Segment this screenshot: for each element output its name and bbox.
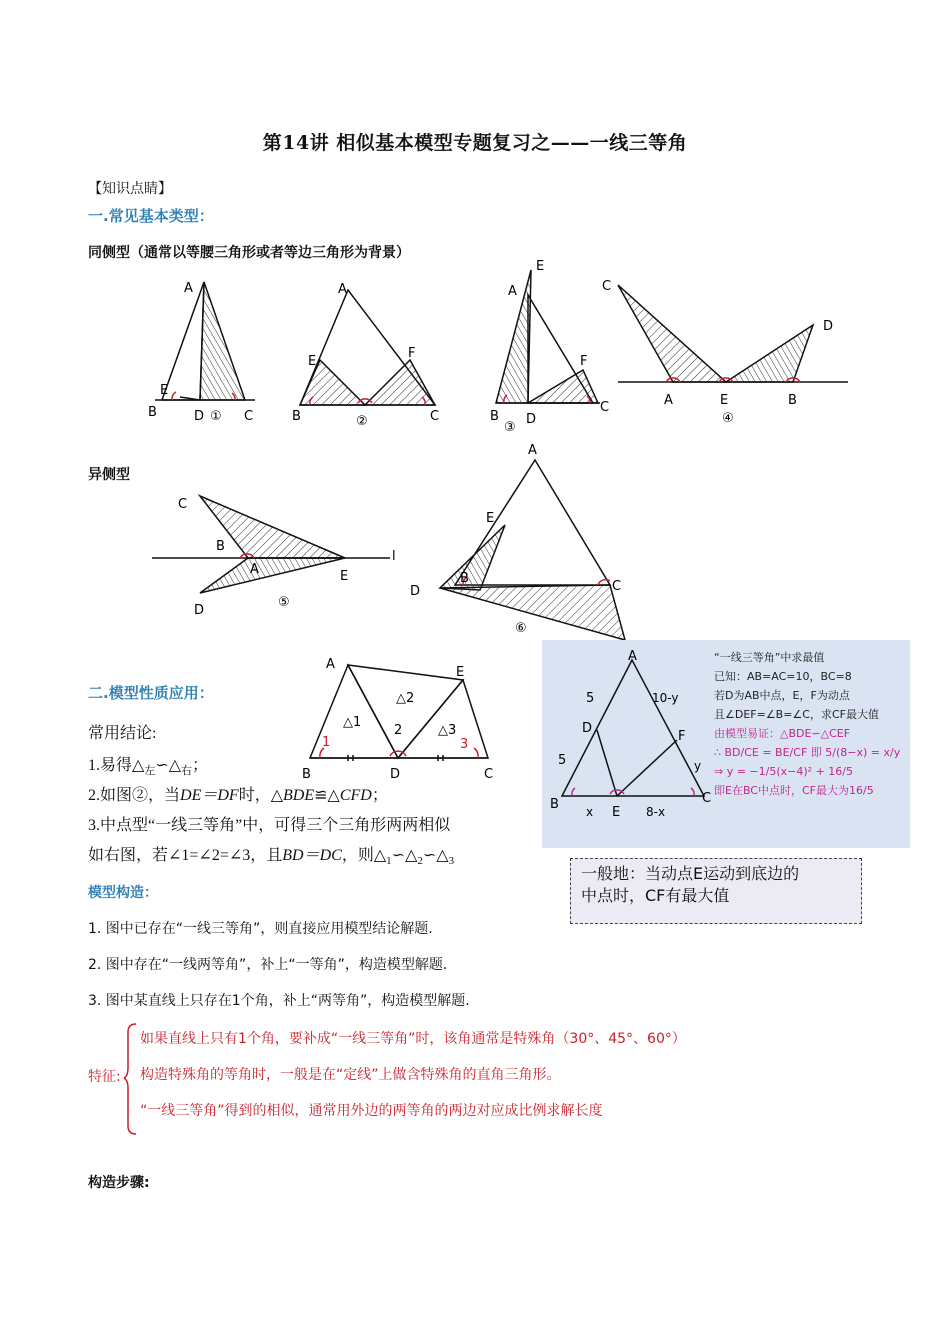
hw-fig-label: y xyxy=(694,759,702,773)
section2-heading: 二.模型性质应用： xyxy=(88,684,214,702)
mid-fig-label: △2 xyxy=(396,691,415,706)
fig6-label: ⑥ xyxy=(515,621,527,636)
fig1-label: E xyxy=(160,383,169,398)
hw-fig-label: 5 xyxy=(558,753,567,768)
figure-2 xyxy=(290,275,450,435)
conclusion-1: 1.易得$\triangle_左∽\triangle_右$； xyxy=(88,757,209,778)
fig4-label: D xyxy=(823,319,834,334)
figure-1 xyxy=(140,270,270,430)
hw-proof-3: ⇒ y = −1/5(x−4)² + 16/5 xyxy=(714,765,853,778)
handwritten-example-panel xyxy=(542,640,910,848)
fig5-label: ⑤ xyxy=(278,595,290,610)
fig4-label: A xyxy=(664,393,673,408)
fig3-label: E xyxy=(536,259,545,274)
hw-fig-label: 5 xyxy=(586,691,595,706)
fig5-label: l xyxy=(392,549,396,564)
hw-fig-label: F xyxy=(678,729,686,744)
hw-fig-label: E xyxy=(612,805,621,820)
fig2-label: B xyxy=(292,409,301,424)
fig5-label: E xyxy=(340,569,349,584)
fig1-label: ① xyxy=(210,409,222,424)
hw-fig-label: A xyxy=(628,649,637,664)
feature-3: “一线三等角”得到的相似，通常用外边的两等角的两边对应成比例求解长度 xyxy=(140,1103,603,1119)
section1-heading: 一.常见基本类型： xyxy=(88,207,214,225)
fig4-label: B xyxy=(788,393,797,408)
conclusion-3: 3.中点型“一线三等角”中，可得三个三角形两两相似 xyxy=(88,817,451,834)
fig4-label: C xyxy=(602,279,612,294)
same-side-label: 同侧型（通常以等腰三角形或者等边三角形为背景） xyxy=(88,245,410,261)
fig2-label: C xyxy=(430,409,440,424)
opposite-side-label: 异侧型 xyxy=(88,467,130,483)
hw-fig-label: D xyxy=(582,721,593,736)
feature-label: 特征: xyxy=(88,1069,121,1085)
fig3-label: B xyxy=(490,409,499,424)
construction-heading: 模型构造： xyxy=(88,885,158,901)
mid-fig-label: B xyxy=(302,767,311,782)
construction-item-1: 1. 图中已存在“一线三等角”，则直接应用模型结论解题. xyxy=(88,921,433,937)
note-line-2: 中点时，CF有最大值 xyxy=(581,886,730,905)
mid-fig-label: 2 xyxy=(394,723,403,738)
note-box xyxy=(570,858,862,924)
fig5-label: B xyxy=(216,539,225,554)
fig4-label: ④ xyxy=(722,411,734,426)
fig6-label: B xyxy=(460,571,469,586)
fig6-label: A xyxy=(528,443,537,458)
fig6-label: D xyxy=(410,584,421,599)
fig1-label: D xyxy=(194,409,205,424)
figure-4 xyxy=(598,270,858,430)
hw-proof-1: 由模型易证：△BDE∽△CEF xyxy=(714,727,851,740)
feature-2: 构造特殊角的等角时，一般是在“定线”上做含特殊角的直角三角形。 xyxy=(140,1067,561,1083)
hw-given-3: 且∠DEF=∠B=∠C，求CF最大值 xyxy=(714,708,879,721)
mid-fig-label: △1 xyxy=(343,715,362,730)
figure-6 xyxy=(400,440,640,660)
handwritten-text xyxy=(714,648,900,800)
fig1-label: B xyxy=(148,405,157,420)
hw-fig-label: 10-y xyxy=(652,691,679,705)
fig3-label: C xyxy=(600,400,610,415)
note-line-1: 一般地：当动点E运动到底边的 xyxy=(581,864,800,883)
fig2-label: ② xyxy=(356,414,368,429)
mid-fig-label: 3 xyxy=(460,737,469,752)
feature-bracket xyxy=(124,1022,140,1136)
fig5-label: A xyxy=(250,562,259,577)
fig5-label: C xyxy=(178,497,188,512)
fig6-label: C xyxy=(612,579,622,594)
construction-item-2: 2. 图中存在“一线两等角”，补上“一等角”，构造模型解题. xyxy=(88,957,448,973)
mid-fig-label: E xyxy=(456,665,465,680)
hw-proof-2: ∴ BD/CE = BE/CF 即 5/(8−x) = x/y xyxy=(714,746,901,759)
hw-given-2: 若D为AB中点，E，F为动点 xyxy=(714,689,850,702)
mid-fig-label: D xyxy=(390,767,401,782)
figure-5 xyxy=(150,488,410,618)
hw-title: “一线三等角”中求最值 xyxy=(714,651,825,664)
midpoint-figure xyxy=(298,650,508,785)
mid-fig-label: A xyxy=(326,657,335,672)
conclusion-2: 2.如图②，当DE＝DF时，△BDE≌△CFD； xyxy=(88,787,388,804)
fig6-label: E xyxy=(486,511,495,526)
fig2-label: A xyxy=(338,282,347,297)
fig3-label: A xyxy=(508,284,517,299)
mid-fig-label: C xyxy=(484,767,494,782)
mid-fig-label: △3 xyxy=(438,723,457,738)
fig2-label: F xyxy=(408,346,416,361)
fig3-label: D xyxy=(526,412,537,427)
hw-given-1: 已知：AB=AC=10，BC=8 xyxy=(714,670,852,683)
hw-fig-label: x xyxy=(586,805,594,819)
steps-heading: 构造步骤: xyxy=(88,1175,150,1191)
mid-fig-label: 1 xyxy=(322,735,331,750)
page-title: 第14讲 相似基本模型专题复习之——一线三等角 xyxy=(262,132,688,154)
fig2-label: E xyxy=(308,354,317,369)
fig1-label: A xyxy=(184,281,193,296)
common-conclusions: 常用结论: xyxy=(88,725,157,742)
hw-fig-label: B xyxy=(550,797,559,812)
fig1-label: C xyxy=(244,409,254,424)
fig5-label: D xyxy=(194,603,205,618)
fig4-label: E xyxy=(720,393,729,408)
hw-fig-label: 8-x xyxy=(646,805,666,819)
fig3-label: F xyxy=(580,354,588,369)
conclusion-3b: 如右图，若∠1=∠2=∠3，且BD＝DC，则$\triangle_1∽\triangle_2∽\triangle_3$ xyxy=(88,847,455,868)
construction-item-3: 3. 图中某直线上只存在1个角，补上“两等角”，构造模型解题. xyxy=(88,993,470,1009)
knowledge-header: 【知识点睛】 xyxy=(88,181,172,197)
hw-proof-4: 即E在BC中点时，CF最大为16/5 xyxy=(714,784,874,797)
fig3-label: ③ xyxy=(504,420,516,435)
feature-1: 如果直线上只有1个角，要补成“一线三等角”时，该角通常是特殊角（30°、45°、60°） xyxy=(140,1031,686,1047)
hw-fig-label: C xyxy=(702,791,712,806)
